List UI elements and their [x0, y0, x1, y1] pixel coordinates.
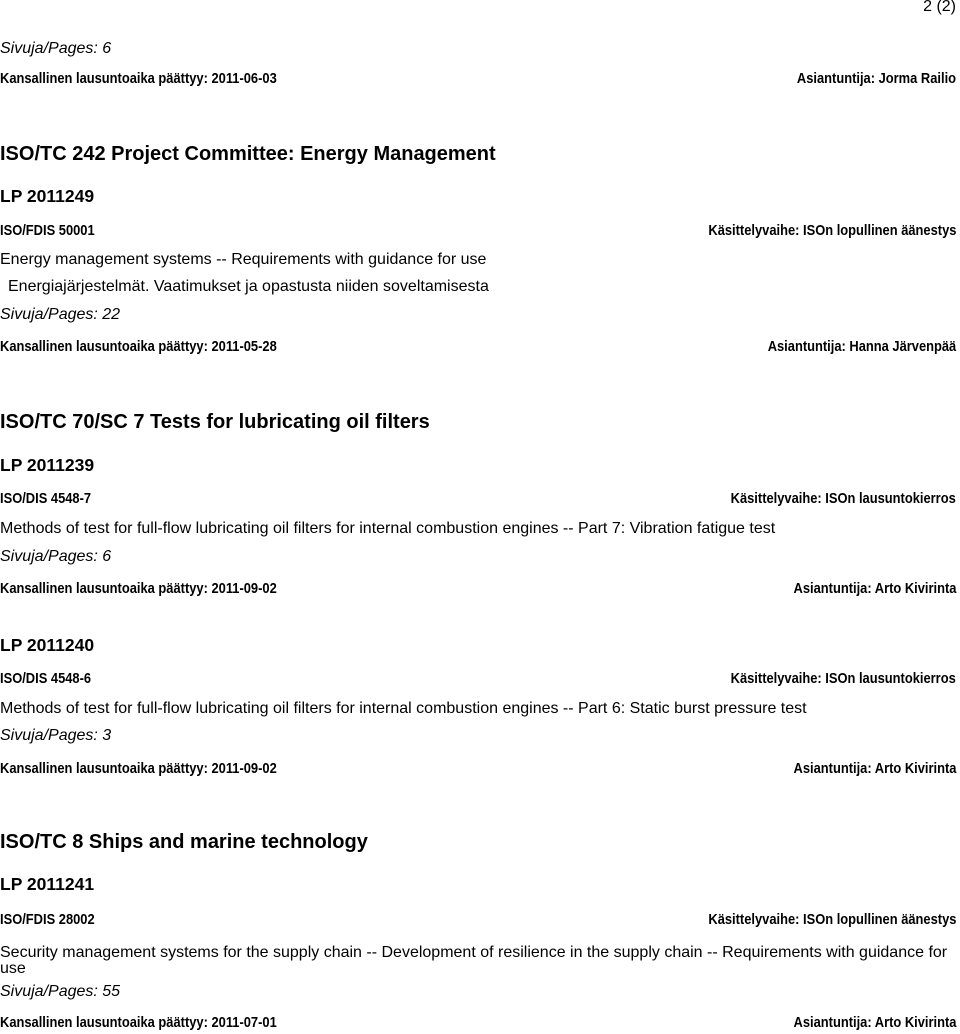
standard-id: ISO/FDIS 28002 [0, 911, 95, 928]
deadline: Kansallinen lausuntoaika päättyy: 2011-09-02 [0, 580, 277, 597]
pages-count: Sivuja/Pages: 6 [0, 548, 112, 565]
lp-number: LP 2011241 [0, 874, 95, 894]
processing-stage: Käsittelyvaihe: ISOn lopullinen äänestys [707, 911, 956, 928]
processing-stage: Käsittelyvaihe: ISOn lausuntokierros [730, 490, 956, 507]
expert: Asiantuntija: Arto Kivirinta [793, 1014, 956, 1031]
expert: Asiantuntija: Hanna Järvenpää [767, 338, 956, 355]
expert: Asiantuntija: Arto Kivirinta [793, 760, 956, 777]
processing-stage: Käsittelyvaihe: ISOn lopullinen äänestys [707, 222, 956, 239]
pages-count: Sivuja/Pages: 3 [0, 727, 112, 744]
title-fi: Energiajärjestelmät. Vaatimukset ja opastusta niiden soveltamisesta [8, 278, 489, 295]
processing-stage: Käsittelyvaihe: ISOn lausuntokierros [730, 670, 956, 687]
pages-count: Sivuja/Pages: 6 [0, 40, 112, 57]
title-en: Energy management systems -- Requirements with guidance for use [0, 251, 487, 268]
lp-number: LP 2011240 [0, 635, 95, 655]
deadline: Kansallinen lausuntoaika päättyy: 2011-07-01 [0, 1014, 277, 1031]
pages-count: Sivuja/Pages: 22 [0, 306, 121, 323]
page-number: 2 (2) [923, 0, 956, 15]
pages-count: Sivuja/Pages: 55 [0, 983, 121, 1000]
expert: Asiantuntija: Jorma Railio [796, 70, 956, 87]
section-heading: ISO/TC 242 Project Committee: Energy Management [0, 143, 496, 165]
lp-number: LP 2011239 [0, 455, 95, 475]
section-heading: ISO/TC 8 Ships and marine technology [0, 831, 368, 853]
section-heading: ISO/TC 70/SC 7 Tests for lubricating oil filters [0, 411, 430, 433]
standard-id: ISO/FDIS 50001 [0, 222, 95, 239]
standard-id: ISO/DIS 4548-6 [0, 670, 92, 687]
standard-id: ISO/DIS 4548-7 [0, 490, 92, 507]
title-en: Methods of test for full-flow lubricating oil filters for internal combustion engines -- Part 6: Static burst pressure test [0, 700, 807, 717]
deadline: Kansallinen lausuntoaika päättyy: 2011-06-03 [0, 70, 277, 87]
title-en: Methods of test for full-flow lubricating oil filters for internal combustion engines -- Part 7: Vibration fatigue test [0, 520, 776, 537]
deadline: Kansallinen lausuntoaika päättyy: 2011-05-28 [0, 338, 277, 355]
title-en: Security management systems for the supply chain -- Development of resilience in the supply chain -- Requirements with guidance for use [0, 944, 948, 977]
expert: Asiantuntija: Arto Kivirinta [793, 580, 956, 597]
lp-number: LP 2011249 [0, 186, 95, 206]
deadline: Kansallinen lausuntoaika päättyy: 2011-09-02 [0, 760, 277, 777]
